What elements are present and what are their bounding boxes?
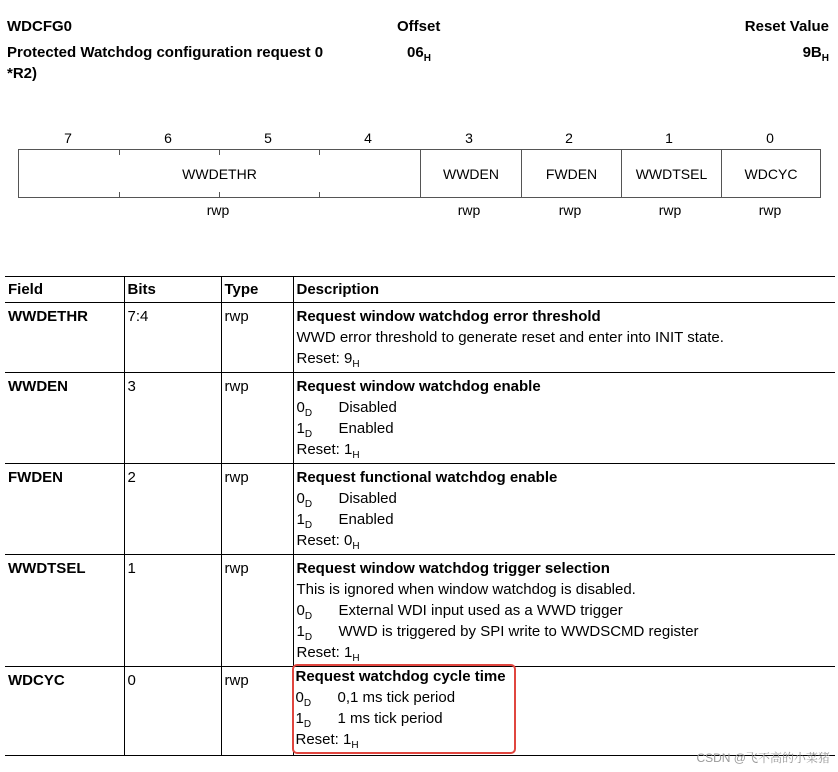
reset-value-line: Reset: $1_H$: [296, 441, 360, 461]
description-title: Request window watchdog trigger selection: [296, 560, 610, 577]
field-type: rwp: [221, 555, 293, 667]
column-header-description: Description: [293, 277, 835, 303]
bitfield-wwdtsel: WWDTSEL: [621, 150, 721, 197]
field-name: WWDEN: [5, 373, 124, 464]
register-name: WDCFG0: [7, 18, 72, 35]
description-title: Request window watchdog error threshold: [296, 308, 601, 325]
field-type: rwp: [221, 464, 293, 555]
table-row: [5, 303, 835, 373]
bitfield-fwden: FWDEN: [521, 150, 621, 197]
field-bits: 2: [124, 464, 221, 555]
enum-entry: $0_D$ Disabled: [296, 399, 397, 419]
highlight-box: [294, 666, 514, 752]
reset-value-line: Reset: $1_H$: [295, 731, 359, 751]
bitfield-wdcyc: WDCYC: [721, 150, 820, 197]
description-title: Request functional watchdog enable: [296, 469, 558, 486]
access-type: rwp: [457, 202, 481, 218]
field-type: rwp: [221, 667, 293, 756]
bit-number: 2: [565, 130, 573, 146]
reset-value-line: Reset: $1_H$: [296, 644, 360, 664]
field-type: rwp: [221, 303, 293, 373]
field-bits: 7:4: [124, 303, 221, 373]
field-table: [5, 276, 835, 756]
column-header-bits: Bits: [124, 277, 221, 303]
field-bits: 3: [124, 373, 221, 464]
reset-value-label: Reset Value: [744, 18, 829, 35]
table-row: [5, 555, 835, 667]
field-type: rwp: [221, 373, 293, 464]
access-type: rwp: [758, 202, 782, 218]
reset-value-line: Reset: $9_H$: [296, 350, 360, 370]
field-name: WWDETHR: [5, 303, 124, 373]
enum-entry: $1_D$ 1 ms tick period: [295, 710, 443, 730]
enum-entry: $1_D$ Enabled: [296, 420, 394, 440]
field-name: WDCYC: [5, 667, 124, 756]
table-row: [5, 464, 835, 555]
field-description: [293, 373, 835, 464]
access-type: rwp: [206, 202, 230, 218]
description-title: Request window watchdog enable: [296, 378, 541, 395]
access-type: rwp: [658, 202, 682, 218]
offset-value: $06_H$: [407, 44, 431, 64]
bit-number: 1: [665, 130, 673, 146]
column-header-field: Field: [5, 277, 124, 303]
field-description: [293, 464, 835, 555]
bit-number: 5: [264, 130, 272, 146]
bitfield-wwden: WWDEN: [420, 150, 521, 197]
table-header-row: [5, 277, 835, 303]
field-bits: 1: [124, 555, 221, 667]
access-type: rwp: [558, 202, 582, 218]
table-row: [5, 667, 835, 756]
table-row: [5, 373, 835, 464]
enum-entry: $0_D$ 0,1 ms tick period: [295, 689, 456, 709]
field-bits: 0: [124, 667, 221, 756]
reset-value: $9B_H$: [802, 44, 829, 64]
description-title: Request watchdog cycle time: [295, 668, 506, 685]
enum-entry: $0_D$ Disabled: [296, 490, 397, 510]
offset-label: Offset: [397, 18, 441, 35]
bit-number: 7: [64, 130, 72, 146]
bit-number: 6: [164, 130, 172, 146]
description-text: WWD error threshold to generate reset and enter into INIT state.: [296, 329, 724, 346]
field-description: [293, 667, 835, 756]
field-description: [293, 303, 835, 373]
bitfield-wwdethr: WWDETHR: [182, 165, 257, 182]
enum-entry: $0_D$ External WDI input used as a WWD trigger: [296, 602, 623, 622]
register-note: *R2): [7, 65, 38, 82]
field-name: FWDEN: [5, 464, 124, 555]
description-text: This is ignored when window watchdog is disabled.: [296, 581, 636, 598]
watermark: CSDN @飞不高的小菜猪: [696, 751, 830, 765]
bit-number: 4: [364, 130, 372, 146]
field-description: [293, 555, 835, 667]
bit-number: 0: [766, 130, 774, 146]
bit-field-diagram: [18, 149, 821, 198]
reset-value-line: Reset: $0_H$: [296, 532, 360, 552]
field-name: WWDTSEL: [5, 555, 124, 667]
enum-entry: $1_D$ Enabled: [296, 511, 394, 531]
bit-number: 3: [465, 130, 473, 146]
column-header-type: Type: [221, 277, 293, 303]
enum-entry: $1_D$ WWD is triggered by SPI write to WWDSCMD register: [296, 623, 699, 643]
register-description: Protected Watchdog configuration request 0: [7, 44, 324, 61]
